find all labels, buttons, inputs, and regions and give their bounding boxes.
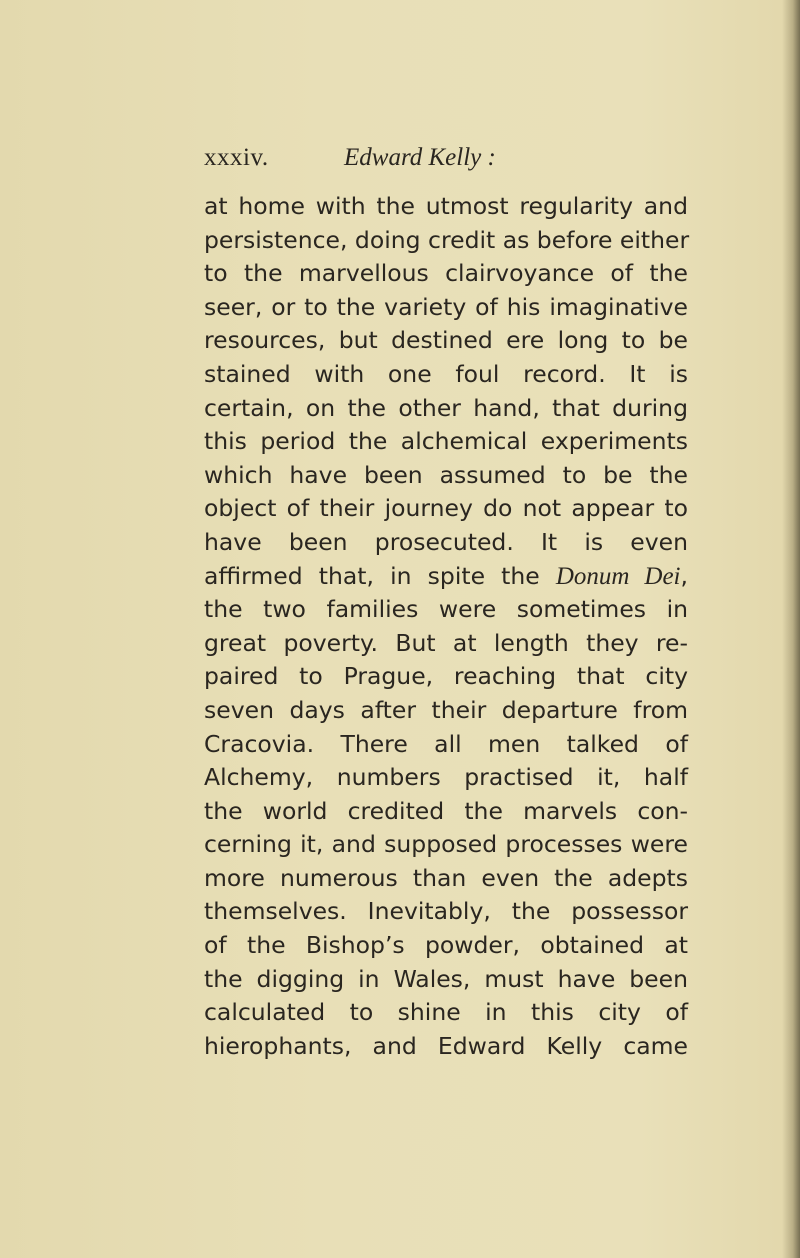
text-line: which have been assumed to be the [204, 460, 688, 489]
text-line-with-italic [204, 560, 688, 594]
text-line: calculated to shine in this city of [204, 998, 688, 1027]
body-text [204, 190, 688, 1063]
text-line: great poverty. But at length they re- [204, 628, 688, 657]
italic-phrase: Donum Dei [555, 562, 681, 590]
text-line: of the Bishop’s powder, obtained at [204, 931, 688, 960]
text-line: persistence, doing credit as before either [204, 225, 690, 254]
text-line: seer, or to the variety of his imaginative [204, 292, 688, 321]
text-line: certain, on the other hand, that during [204, 393, 688, 422]
text-line: paired to Prague, reaching that city [204, 662, 688, 691]
text-line: to the marvellous clairvoyance of the [204, 259, 688, 288]
text-fragment: affirmed that, in spite the [204, 561, 556, 590]
text-line: the digging in Wales, must have been [204, 964, 688, 993]
text-line: at home with the utmost regularity and [204, 192, 688, 220]
text-line: more numerous than even the adepts [204, 863, 688, 892]
page-number: xxxiv. [204, 144, 269, 171]
page-edge-shadow [782, 0, 800, 1258]
text-line: Cracovia. There all men talked of [204, 729, 688, 758]
text-line: object of their journey do not appear to [204, 494, 688, 523]
running-header [204, 144, 564, 178]
text-fragment: , [680, 561, 688, 590]
running-title: Edward Kelly : [344, 144, 496, 171]
text-line: seven days after their departure from [204, 695, 688, 724]
text-line: hierophants, and Edward Kelly came [204, 1031, 688, 1060]
text-line: stained with one foul record. It is [204, 359, 688, 388]
text-line: this period the alchemical experiments [204, 427, 688, 456]
text-line: Alchemy, numbers practised it, half [204, 763, 688, 792]
text-line: cerning it, and supposed processes were [204, 830, 688, 859]
text-line: themselves. Inevitably, the possessor [204, 897, 688, 926]
text-line: resources, but destined ere long to be [204, 326, 688, 355]
text-line: the two families were sometimes in [204, 595, 688, 624]
text-line: have been prosecuted. It is even [204, 527, 688, 556]
text-line: the world credited the marvels con- [204, 796, 688, 825]
